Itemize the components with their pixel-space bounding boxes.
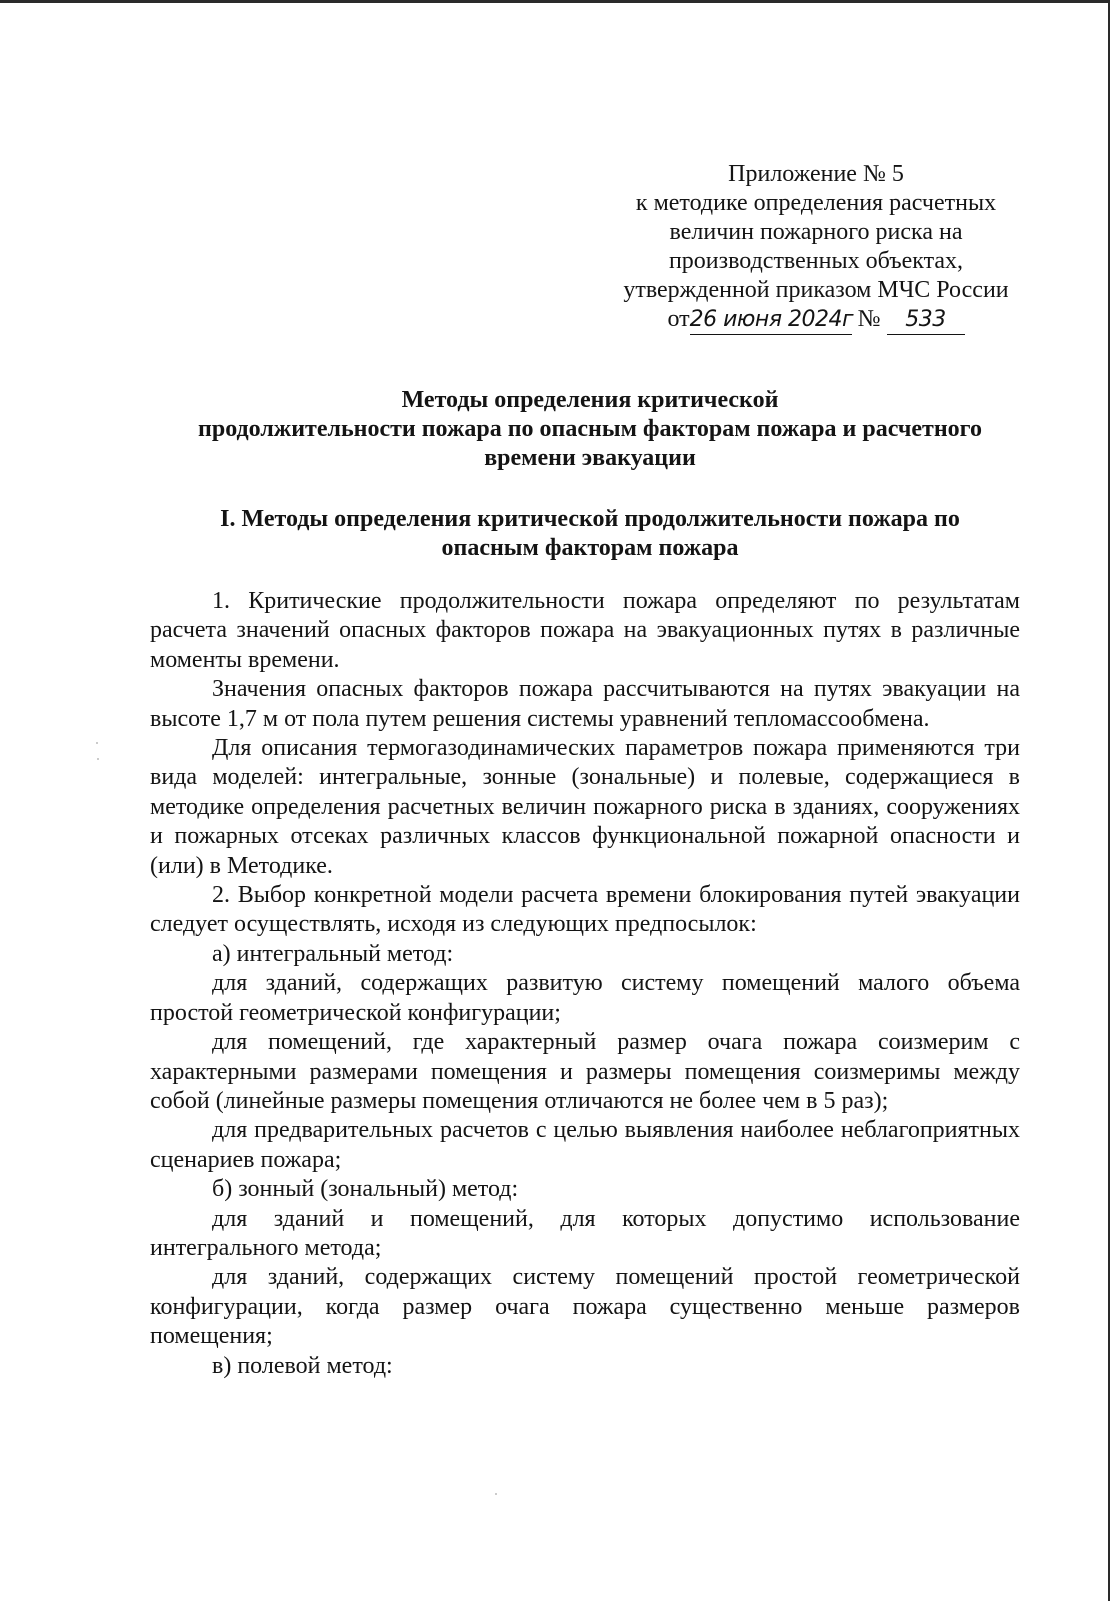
scan-speck — [96, 742, 98, 744]
paragraph-3: Для описания термогазодинамических параметров пожара применяются три вида моделей: интегральные, зонные (зональные) и полевые, содержащиеся в методике определения расчетных величин пожарного риска в зданиях, сооружениях и пожарных отсеках различных классов функциональной пожарной опасности и (или) в Методике. — [150, 735, 1020, 879]
main-title-line-3: времени эвакуации — [484, 445, 696, 471]
paragraph-4: 2. Выбор конкретной модели расчета времени блокирования путей эвакуации следует осуществлять, исходя из следующих предпосылок: — [150, 882, 1020, 938]
paragraph-11: для зданий, содержащих систему помещений простой геометрической конфигурации, когда размер очага пожара существенно меньше размеров помещения; — [150, 1264, 1020, 1350]
section-title — [110, 505, 1070, 563]
section-title-line-1: I. Методы определения критической продолжительности пожара по — [220, 506, 960, 532]
paragraph-1: 1. Критические продолжительности пожара определяют по результатам расчета значений опасных факторов пожара на эвакуационных путях в различные моменты времени. — [150, 588, 1020, 673]
appendix-line-2: к методике определения расчетных — [635, 190, 997, 216]
paragraph-10: для зданий и помещений, для которых допустимо использование интегрального метода; — [150, 1205, 1020, 1261]
scan-speck — [97, 758, 99, 760]
paragraph-2: Значения опасных факторов пожара рассчитываются на путях эвакуации на высоте 1,7 м от пола путем решения системы уравнений тепломассообмена. — [150, 676, 1020, 732]
appendix-line-4: производственных объектах, — [668, 248, 964, 274]
scan-speck — [495, 1493, 497, 1495]
handwritten-number: 533 — [887, 305, 965, 335]
paragraph-5: а) интегральный метод: — [212, 940, 454, 967]
main-title-line-2: продолжительности пожара по опасным факторам пожара и расчетного — [198, 416, 982, 442]
paragraph-12: в) полевой метод: — [212, 1352, 393, 1379]
paragraph-9: б) зонный (зональный) метод: — [212, 1176, 519, 1203]
handwritten-date: 26 июня 2024г — [690, 305, 852, 335]
document-body — [150, 587, 1020, 1381]
date-prefix: от — [667, 306, 690, 332]
appendix-header — [606, 160, 1026, 335]
main-title-line-1: Методы определения критической — [401, 387, 779, 413]
appendix-line-5: утвержденной приказом МЧС России — [623, 277, 1009, 303]
appendix-line-3: величин пожарного риска на — [669, 219, 963, 245]
number-prefix: № — [857, 306, 881, 332]
scan-top-edge — [0, 0, 1110, 3]
main-title — [110, 386, 1070, 473]
paragraph-8: для предварительных расчетов с целью выявления наиболее неблагоприятных сценариев пожара; — [150, 1117, 1020, 1173]
appendix-date-line — [606, 305, 1026, 335]
section-title-line-2: опасным факторам пожара — [441, 535, 739, 561]
appendix-line-1: Приложение № 5 — [728, 161, 904, 187]
paragraph-7: для помещений, где характерный размер очага пожара соизмерим с характерными размерами помещения и размеры помещения соизмеримы между собой (линейные размеры помещения отличаются не более чем в 5 раз); — [150, 1029, 1020, 1114]
paragraph-6: для зданий, содержащих развитую систему помещений малого объема простой геометрической конфигурации; — [150, 970, 1020, 1026]
